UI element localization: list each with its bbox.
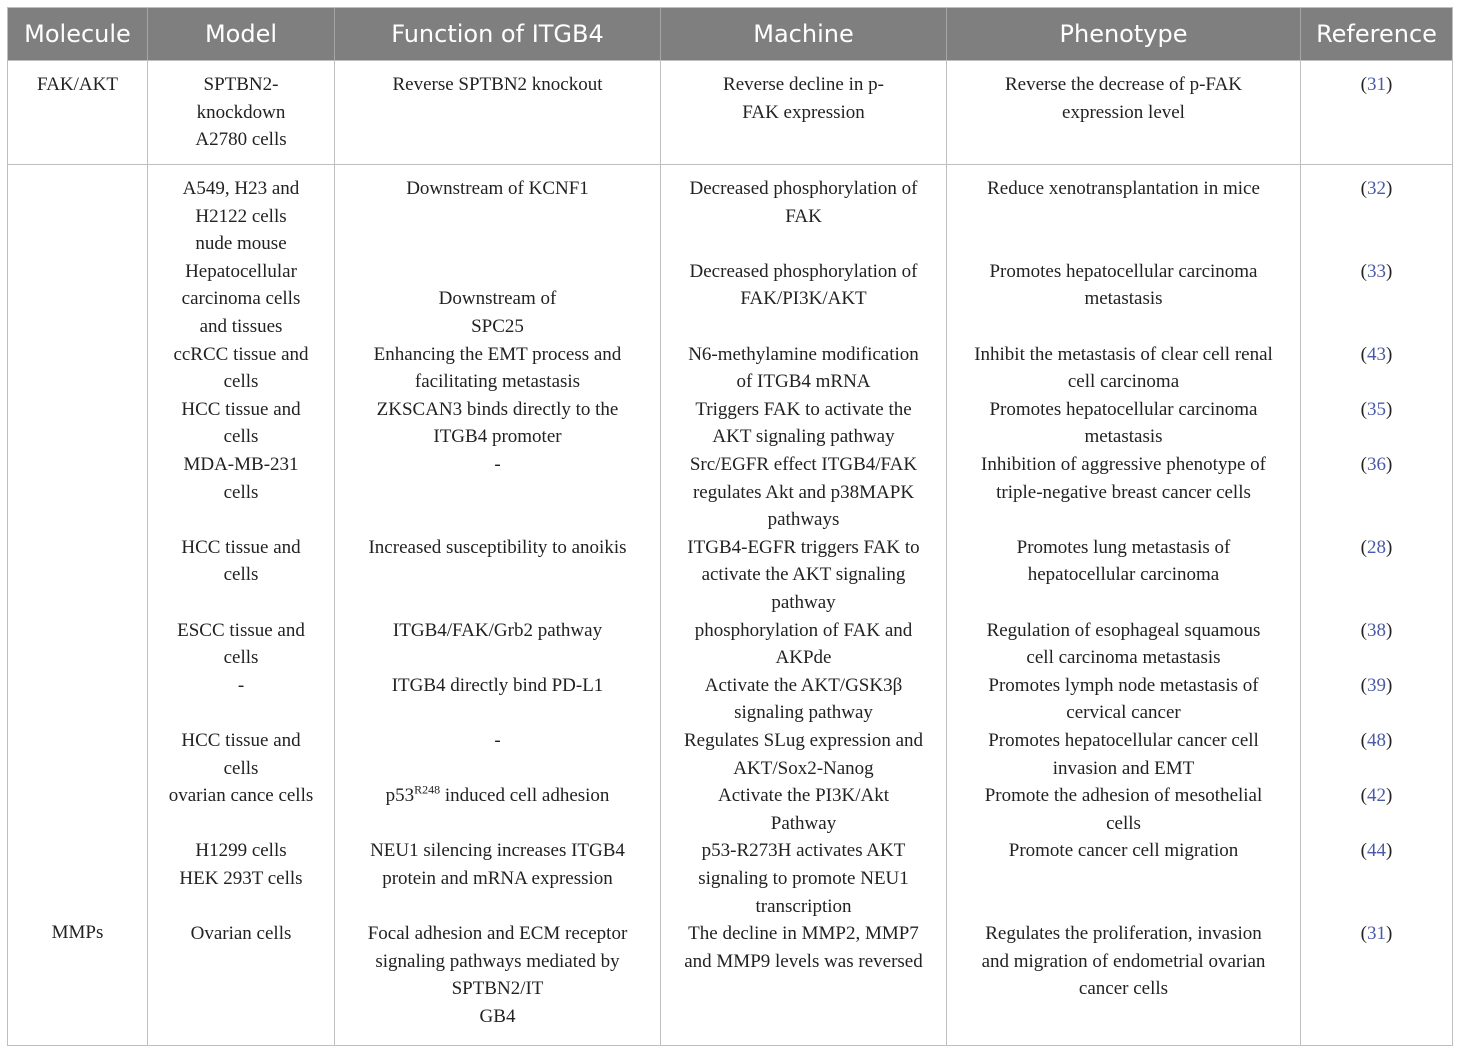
function-text: - (494, 453, 501, 475)
model-text: HCC tissue and (181, 536, 301, 558)
model-text: knockdown (196, 101, 286, 123)
machine-text: FAK (785, 205, 822, 227)
reference-link[interactable]: 39 (1367, 674, 1386, 696)
model-text: and tissues (199, 315, 283, 337)
machine-cell (661, 175, 946, 258)
machine-text: FAK expression (742, 101, 865, 123)
model-cell (148, 672, 334, 727)
ref-close-paren: ) (1386, 923, 1393, 945)
function-cell (335, 258, 660, 341)
machine-cell (661, 451, 946, 534)
function-cell (335, 920, 660, 1030)
phenotype-text: Reverse the decrease of p-FAK (1004, 74, 1243, 95)
phenotype-cell (947, 617, 1300, 672)
phenotype-cell (947, 672, 1300, 727)
phenotype-cell (947, 341, 1300, 396)
phenotype-cell (947, 396, 1300, 451)
header-phenotype: Phenotype (947, 8, 1301, 60)
data-table (7, 7, 1453, 1046)
function-text: ITGB4/FAK/Grb2 pathway (392, 619, 603, 641)
machine-text: pathway (771, 591, 836, 613)
function-cell (335, 617, 660, 672)
machine-cell (661, 672, 946, 727)
model-cell (148, 451, 334, 534)
ref-close-paren: ) (1386, 729, 1393, 751)
phenotype-text: cervical cancer (1066, 702, 1181, 724)
reference-link[interactable]: 35 (1367, 398, 1386, 420)
reference-link[interactable]: 36 (1367, 453, 1386, 475)
phenotype-text: expression level (1062, 101, 1185, 123)
machine-text: AKPde (775, 647, 832, 669)
model-text: MDA-MB-231 (183, 453, 299, 475)
machine-cell (661, 782, 946, 837)
phenotype-text: cell carcinoma metastasis (1026, 647, 1221, 669)
ref-cell (1301, 451, 1452, 534)
function-text: Increased susceptibility to anoikis (368, 536, 627, 558)
function-text: Enhancing the EMT process and (373, 343, 622, 365)
machine-text: N6-methylamine modification (688, 343, 919, 365)
reference-link[interactable]: 32 (1367, 178, 1386, 199)
machine-text: signaling pathway (734, 702, 873, 724)
phenotype-text: cells (1106, 812, 1141, 834)
ref-close-paren: ) (1386, 536, 1393, 558)
ref-open-paren: ( (1360, 343, 1367, 365)
ref-open-paren: ( (1360, 785, 1367, 807)
reference-link[interactable]: 31 (1367, 74, 1386, 95)
header-reference: Reference (1316, 20, 1437, 48)
machine-text: signaling to promote NEU1 (698, 867, 909, 889)
machine-text: ITGB4-EGFR triggers FAK to (687, 536, 920, 558)
machine-cell (661, 258, 946, 341)
machine-column (661, 61, 947, 164)
function-text: Reverse SPTBN2 knockout (392, 74, 603, 95)
function-text: Downstream of (438, 288, 557, 310)
phenotype-text: Promote the adhesion of mesothelial (984, 785, 1263, 807)
molecule-cell (8, 61, 148, 164)
ref-cell (1301, 341, 1452, 396)
function-text: ZKSCAN3 binds directly to the (376, 398, 619, 420)
machine-cell (661, 617, 946, 672)
model-cell (148, 258, 334, 341)
model-text: carcinoma cells (181, 288, 301, 310)
phenotype-text: Promotes hepatocellular carcinoma (989, 398, 1258, 420)
ref-open-paren: ( (1360, 674, 1367, 696)
function-text: ITGB4 promoter (433, 426, 562, 448)
reference-link[interactable]: 48 (1367, 729, 1386, 751)
reference-link[interactable]: 31 (1367, 923, 1386, 945)
machine-text: phosphorylation of FAK and (694, 619, 913, 641)
reference-link[interactable]: 38 (1367, 619, 1386, 641)
function-cell (335, 341, 660, 396)
phenotype-text: metastasis (1084, 426, 1163, 448)
ref-cell (1301, 258, 1452, 341)
phenotype-cell (947, 727, 1300, 782)
ref-cell (1301, 396, 1452, 451)
function-cell (335, 71, 660, 154)
model-text: cells (223, 426, 259, 448)
ref-open-paren: ( (1360, 398, 1367, 420)
ref-close-paren: ) (1386, 453, 1393, 475)
reference-column (1301, 61, 1452, 164)
phenotype-cell (947, 451, 1300, 534)
machine-cell (661, 341, 946, 396)
phenotype-text: cell carcinoma (1067, 371, 1180, 393)
function-cell (335, 727, 660, 782)
machine-text: Src/EGFR effect ITGB4/FAK (689, 453, 918, 475)
machine-text: AKT signaling pathway (712, 426, 895, 448)
machine-text: Activate the PI3K/Akt (718, 785, 889, 807)
ref-cell (1301, 727, 1452, 782)
phenotype-text: Reduce xenotransplantation in mice (987, 178, 1260, 199)
phenotype-text: and migration of endometrial ovarian (981, 950, 1266, 972)
model-text: Hepatocellular (185, 260, 297, 282)
model-cell (148, 396, 334, 451)
reference-link[interactable]: 44 (1367, 840, 1386, 862)
machine-text: and MMP9 levels was reversed (684, 950, 923, 972)
function-text: GB4 (479, 1005, 516, 1027)
phenotype-text: Regulates the proliferation, invasion (985, 923, 1262, 945)
ref-cell (1301, 534, 1452, 617)
function-text: ITGB4 directly bind PD-L1 (391, 674, 604, 696)
phenotype-cell (947, 837, 1300, 920)
function-cell (335, 451, 660, 534)
model-cell (148, 175, 334, 258)
ref-close-paren: ) (1386, 840, 1393, 862)
model-cell (148, 534, 334, 617)
model-text: cells (223, 564, 259, 586)
function-text: protein and mRNA expression (382, 867, 613, 889)
machine-text: activate the AKT signaling (701, 564, 906, 586)
model-cell (148, 920, 334, 1030)
function-text: Focal adhesion and ECM receptor (367, 923, 628, 945)
ref-open-paren: ( (1360, 729, 1367, 751)
reference-link[interactable]: 28 (1367, 536, 1386, 558)
phenotype-text: invasion and EMT (1052, 757, 1195, 779)
ref-open-paren: ( (1360, 74, 1367, 95)
model-cell (148, 617, 334, 672)
header-machine: Machine (661, 8, 947, 60)
machine-text: Decreased phosphorylation of (689, 260, 918, 282)
phenotype-cell (947, 534, 1300, 617)
ref-open-paren: ( (1360, 453, 1367, 475)
ref-cell (1301, 175, 1452, 258)
machine-text: of ITGB4 mRNA (736, 371, 871, 393)
model-text: cells (223, 757, 259, 779)
ref-close-paren: ) (1386, 674, 1393, 696)
machine-text: Reverse decline in p- (723, 74, 884, 95)
machine-text: AKT/Sox2-Nanog (733, 757, 874, 779)
function-cell (335, 175, 660, 258)
ref-close-paren: ) (1386, 74, 1393, 95)
machine-text: Decreased phosphorylation of (689, 178, 918, 199)
phenotype-cell (947, 71, 1300, 154)
machine-text: Regulates SLug expression and (683, 729, 924, 751)
phenotype-text: Inhibition of aggressive phenotype of (981, 453, 1266, 475)
ref-open-paren: ( (1360, 923, 1367, 945)
table-header-row (8, 8, 1452, 60)
molecule-cell (8, 165, 148, 1045)
model-text: - (237, 674, 245, 696)
function-cell (335, 837, 660, 920)
model-text: H2122 cells (195, 205, 287, 227)
model-text: HCC tissue and (181, 729, 301, 751)
phenotype-text: Promotes hepatocellular carcinoma (989, 260, 1258, 282)
molecule-label: FAK/AKT (37, 74, 118, 95)
function-cell (335, 782, 660, 837)
ref-close-paren: ) (1386, 178, 1393, 199)
model-text: nude mouse (195, 233, 287, 255)
function-column (335, 61, 661, 164)
model-text: SPTBN2- (203, 74, 279, 95)
ref-open-paren: ( (1360, 619, 1367, 641)
machine-cell (661, 727, 946, 782)
ref-cell (1301, 71, 1452, 154)
ref-cell (1301, 782, 1452, 837)
function-text: SPTBN2/IT (451, 978, 544, 1000)
machine-text: Pathway (770, 812, 837, 834)
header-model: Model (148, 8, 335, 60)
model-text: ovarian cance cells (168, 785, 314, 807)
phenotype-text: hepatocellular carcinoma (1027, 564, 1220, 586)
machine-column (661, 165, 947, 1045)
function-text: facilitating metastasis (414, 371, 581, 393)
model-text: ESCC tissue and (177, 619, 305, 641)
superscript: R248 (414, 782, 441, 797)
model-text: A2780 cells (195, 129, 287, 151)
ref-open-paren: ( (1360, 536, 1367, 558)
model-text: Ovarian cells (190, 923, 292, 945)
function-cell (335, 534, 660, 617)
phenotype-text: metastasis (1084, 288, 1163, 310)
function-cell (335, 672, 660, 727)
ref-cell (1301, 920, 1452, 1030)
model-text: ccRCC tissue and (173, 343, 309, 365)
model-text: cells (223, 647, 259, 669)
reference-column (1301, 165, 1452, 1045)
phenotype-text: Inhibit the metastasis of clear cell renal (974, 343, 1273, 365)
machine-text: regulates Akt and p38MAPK (692, 481, 915, 503)
ref-close-paren: ) (1386, 785, 1393, 807)
reference-link[interactable]: 33 (1367, 260, 1386, 282)
function-cell (335, 396, 660, 451)
phenotype-text: triple-negative breast cancer cells (996, 481, 1251, 503)
group-mmps (8, 164, 1452, 1045)
model-text: cells (223, 481, 259, 503)
model-cell (148, 782, 334, 837)
machine-text: The decline in MMP2, MMP7 (688, 923, 919, 945)
header-function: Function of ITGB4 (335, 8, 661, 60)
phenotype-cell (947, 920, 1300, 1030)
machine-cell (661, 71, 946, 154)
molecule-label: MMPs (51, 922, 104, 943)
function-text: Downstream of KCNF1 (406, 178, 589, 199)
model-cell (148, 341, 334, 396)
machine-text: p53-R273H activates AKT (701, 840, 906, 862)
group-fak-akt (8, 60, 1452, 164)
function-text: induced cell adhesion (440, 785, 610, 807)
model-text: cells (223, 371, 259, 393)
machine-cell (661, 534, 946, 617)
phenotype-cell (947, 175, 1300, 258)
phenotype-text: Promotes hepatocellular cancer cell (988, 729, 1259, 751)
function-text: signaling pathways mediated by (375, 950, 620, 972)
ref-open-paren: ( (1360, 178, 1367, 199)
ref-open-paren: ( (1360, 840, 1367, 862)
reference-link[interactable]: 42 (1367, 785, 1386, 807)
machine-cell (661, 837, 946, 920)
machine-cell (661, 920, 946, 1030)
reference-link[interactable]: 43 (1367, 343, 1386, 365)
ref-cell (1301, 617, 1452, 672)
machine-cell (661, 396, 946, 451)
machine-text: Activate the AKT/GSK3β (704, 674, 903, 696)
ref-cell (1301, 837, 1452, 920)
machine-text: Triggers FAK to activate the (695, 398, 912, 420)
phenotype-column (947, 165, 1301, 1045)
model-column (148, 61, 335, 164)
model-text: HCC tissue and (181, 398, 301, 420)
ref-close-paren: ) (1386, 260, 1393, 282)
phenotype-text: cancer cells (1078, 978, 1169, 1000)
model-cell (148, 727, 334, 782)
function-column (335, 165, 661, 1045)
model-text: H1299 cells (195, 840, 287, 862)
model-cell (148, 837, 334, 920)
phenotype-text: Promotes lymph node metastasis of (988, 674, 1259, 696)
phenotype-column (947, 61, 1301, 164)
phenotype-text: Regulation of esophageal squamous (986, 619, 1261, 641)
phenotype-cell (947, 258, 1300, 341)
phenotype-text: Promotes lung metastasis of (1016, 536, 1231, 558)
ref-close-paren: ) (1386, 398, 1393, 420)
model-text: A549, H23 and (182, 178, 300, 199)
machine-text: transcription (755, 895, 852, 917)
function-text: NEU1 silencing increases ITGB4 (370, 840, 625, 862)
header-molecule: Molecule (8, 8, 148, 60)
ref-cell (1301, 672, 1452, 727)
function-text: - (494, 729, 501, 751)
ref-open-paren: ( (1360, 260, 1367, 282)
function-text: SPC25 (471, 315, 524, 337)
function-text: p53 (385, 785, 415, 807)
machine-text: FAK/PI3K/AKT (740, 288, 867, 310)
ref-close-paren: ) (1386, 343, 1393, 365)
ref-close-paren: ) (1386, 619, 1393, 641)
machine-text: pathways (767, 509, 840, 531)
model-cell (148, 71, 334, 154)
phenotype-cell (947, 782, 1300, 837)
model-column (148, 165, 335, 1045)
phenotype-text: Promote cancer cell migration (1008, 840, 1239, 862)
model-text: HEK 293T cells (179, 867, 303, 889)
